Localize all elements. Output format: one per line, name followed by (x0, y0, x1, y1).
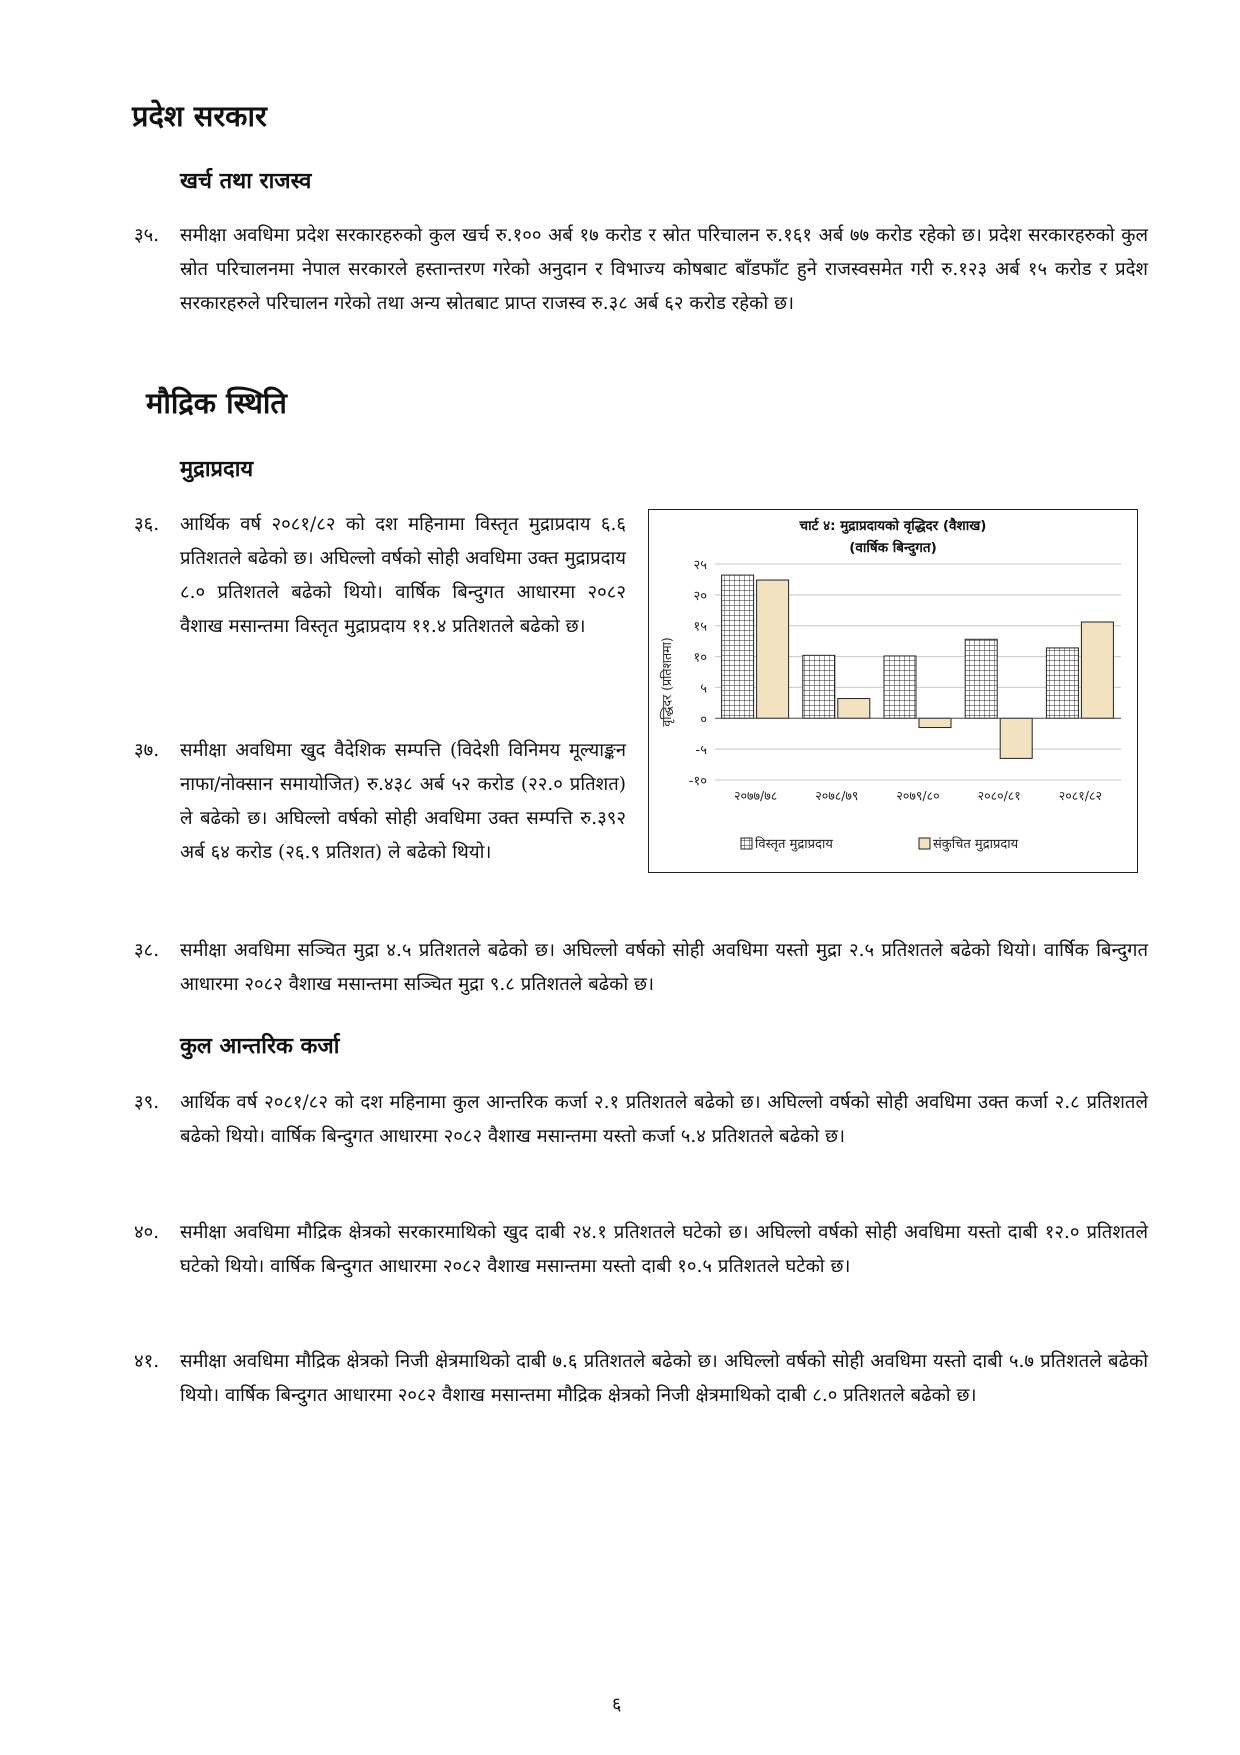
chart-plot (649, 510, 1136, 871)
bar-narrow-money (838, 699, 870, 719)
x-tick-label: २०८१/८२ (1058, 788, 1103, 803)
legend-swatch (741, 838, 752, 849)
subsection-money-supply: मुद्राप्रदाय (180, 457, 254, 482)
y-tick-label: -१० (688, 774, 707, 789)
legend-label: संकुचित मुद्राप्रदाय (933, 837, 1019, 852)
paragraph-37: समीक्षा अवधिमा खुद वैदेशिक सम्पत्ति (विदेशी विनिमय मूल्याङ्कन नाफा/नोक्सान समायोजित) रु.४३८ अर्ब ५२ करोड (२२.० प्रतिशत) ले बढेको छ। अघिल्लो वर्षको सोही अवधिमा उक्त सम्पत्ति रु.३९२ अर्ब ६४ करोड (२६.९ प्रतिशत) ले बढेको थियो। (180, 740, 626, 863)
y-axis-label: वृद्धिदर (प्रतिशतमा) (659, 637, 674, 727)
y-tick-label: २० (693, 588, 707, 604)
paragraph-40: समीक्षा अवधिमा मौद्रिक क्षेत्रको सरकारमाथिको खुद दाबी २४.१ प्रतिशतले घटेको छ। अघिल्लो वर्षको सोही अवधिमा यस्तो दाबी १२.० प्रतिशतले घटेको थियो। वार्षिक बिन्दुगत आधारमा २०८२ वैशाख मसान्तमा यस्तो दाबी १०.५ प्रतिशतले घटेको छ। (180, 1222, 1148, 1277)
bar-broad-money (884, 656, 916, 718)
para-number: ३८. (134, 940, 160, 961)
subsection-domestic-credit: कुल आन्तरिक कर्जा (180, 1034, 340, 1059)
para-number: ४०. (134, 1222, 160, 1243)
bar-narrow-money (1081, 622, 1113, 718)
bar-broad-money (1046, 648, 1078, 718)
chart-money-supply-growth (648, 509, 1138, 873)
legend-swatch (919, 838, 930, 849)
bar-broad-money (722, 575, 754, 718)
y-tick-label: ५ (700, 681, 707, 697)
y-tick-label: १५ (693, 619, 707, 635)
chart-subtitle: (वार्षिक बिन्दुगत) (849, 540, 937, 556)
para-number: ३५. (134, 225, 160, 246)
y-tick-label: ० (700, 712, 707, 728)
para-number: ३६. (134, 514, 160, 535)
section-title: प्रदेश सरकार (132, 99, 267, 133)
para-number: ४१. (134, 1351, 160, 1372)
page-number: ६ (612, 1694, 622, 1715)
paragraph-36: आर्थिक वर्ष २०८१/८२ को दश महिनामा विस्तृत मुद्राप्रदाय ६.६ प्रतिशतले बढेको छ। अघिल्लो वर्षको सोही अवधिमा उक्त मुद्राप्रदाय ८.० प्रतिशतले बढेको थियो। वार्षिक बिन्दुगत आधारमा २०८२ वैशाख मसान्तमा विस्तृत मुद्राप्रदाय ११.४ प्रतिशतले बढेको छ। (180, 514, 626, 637)
x-tick-label: २०७७/७८ (733, 788, 778, 803)
subsection-expenditure-revenue: खर्च तथा राजस्व (180, 169, 312, 194)
section-monetary-title: मौद्रिक स्थिति (146, 386, 287, 420)
paragraph-35: समीक्षा अवधिमा प्रदेश सरकारहरुको कुल खर्च रु.१०० अर्ब १७ करोड र स्रोत परिचालन रु.१६१ अर्ब ७७ करोड रहेको छ। प्रदेश सरकारहरुको कुल स्रोत परिचालनमा नेपाल सरकारले हस्तान्तरण गरेको अनुदान र विभाज्य कोषबाट बाँडफाँट हुने राजस्वसमेत गरी रु.१२३ अर्ब १५ करोड र प्रदेश सरकारहरुले परिचालन गरेको तथा अन्य स्रोतबाट प्राप्त राजस्व रु.३८ अर्ब ६२ करोड रहेको छ। (180, 225, 1148, 314)
bar-narrow-money (919, 718, 951, 727)
chart-title: चार्ट ४: मुद्राप्रदायको वृद्धिदर (वैशाख) (799, 518, 987, 534)
legend-label: विस्तृत मुद्राप्रदाय (755, 837, 833, 852)
bar-narrow-money (1000, 718, 1032, 758)
y-tick-label: १० (693, 650, 707, 666)
para-number: ३९. (134, 1092, 160, 1113)
y-tick-label: -५ (695, 743, 707, 759)
bar-broad-money (965, 639, 997, 718)
bar-narrow-money (757, 580, 789, 718)
paragraph-41: समीक्षा अवधिमा मौद्रिक क्षेत्रको निजी क्षेत्रमाथिको दाबी ७.६ प्रतिशतले बढेको छ। अघिल्लो वर्षको सोही अवधिमा यस्तो दाबी ५.७ प्रतिशतले बढेको थियो। वार्षिक बिन्दुगत आधारमा २०८२ वैशाख मसान्तमा मौद्रिक क्षेत्रको निजी क्षेत्रमाथिको दाबी ८.० प्रतिशतले बढेको छ। (180, 1351, 1148, 1406)
paragraph-39: आर्थिक वर्ष २०८१/८२ को दश महिनामा कुल आन्तरिक कर्जा २.१ प्रतिशतले बढेको छ। अघिल्लो वर्षको सोही अवधिमा उक्त कर्जा २.८ प्रतिशतले बढेको थियो। वार्षिक बिन्दुगत आधारमा २०८२ वैशाख मसान्तमा यस्तो कर्जा ५.४ प्रतिशतले बढेको छ। (180, 1092, 1148, 1147)
x-tick-label: २०७८/७९ (815, 788, 859, 803)
x-tick-label: २०७९/८० (896, 788, 940, 803)
para-number: ३७. (134, 740, 160, 761)
x-tick-label: २०८०/८१ (977, 788, 1021, 803)
bar-broad-money (803, 655, 835, 718)
paragraph-38: समीक्षा अवधिमा सञ्चित मुद्रा ४.५ प्रतिशतले बढेको छ। अघिल्लो वर्षको सोही अवधिमा यस्तो मुद्रा २.५ प्रतिशतले बढेको थियो। वार्षिक बिन्दुगत आधारमा २०८२ वैशाख मसान्तमा सञ्चित मुद्रा ९.८ प्रतिशतले बढेको छ। (180, 940, 1148, 995)
y-tick-label: २५ (693, 558, 707, 573)
